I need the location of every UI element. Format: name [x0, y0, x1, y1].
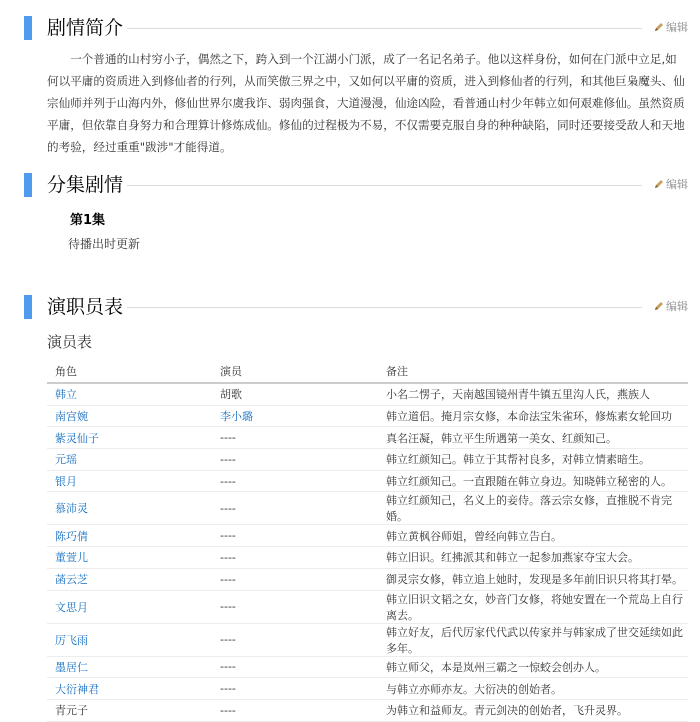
actor-name: ----	[220, 550, 236, 564]
section-marker	[24, 173, 32, 197]
actor-name: ----	[220, 600, 236, 613]
episode-title[interactable]: 第1集	[70, 213, 106, 228]
cell-note: 韩立好友，后代厉家代代武以传家并与韩家成了世交延续如此多年。	[378, 623, 688, 656]
section-divider	[127, 28, 642, 29]
cast-table	[47, 359, 688, 722]
table-row	[47, 427, 688, 449]
cell-note: 韩立旧识文韬之女，妙音门女修，将她安置在一个荒岛上自行离去。	[378, 590, 688, 623]
cell-actor	[212, 449, 378, 471]
role-link[interactable]: 厉飞雨	[55, 633, 88, 647]
actor-name: ----	[220, 452, 236, 466]
table-row	[47, 449, 688, 471]
table-row	[47, 568, 688, 590]
actor-name: ----	[220, 660, 236, 674]
actor-link[interactable]: 李小璐	[220, 410, 253, 424]
section-divider	[127, 185, 642, 186]
cast-table-body	[47, 383, 688, 721]
cell-actor	[212, 699, 378, 721]
edit-label: 编辑	[666, 21, 688, 34]
table-row	[47, 678, 688, 700]
pencil-icon	[654, 22, 664, 32]
cell-actor	[212, 492, 378, 525]
cell-role	[47, 699, 212, 721]
actor-name: ----	[220, 431, 236, 445]
edit-link-synopsis[interactable]	[654, 20, 688, 36]
role-link[interactable]: 银月	[55, 475, 77, 489]
section-title-episodes: 分集剧情	[47, 174, 124, 196]
cell-actor	[212, 405, 378, 427]
cell-actor	[212, 525, 378, 547]
cell-note: 韩立道侣。掩月宗女修，本命法宝朱雀环，修炼素女轮回功	[378, 405, 688, 427]
role-link[interactable]: 大衍神君	[55, 682, 99, 696]
role-link[interactable]: 慕沛灵	[55, 502, 88, 516]
cell-actor	[212, 470, 378, 492]
episode-description: 待播出时更新	[68, 237, 141, 251]
cell-actor	[212, 678, 378, 700]
cast-header	[0, 290, 700, 324]
cell-role	[47, 525, 212, 547]
section-marker	[24, 16, 32, 40]
cell-note: 韩立红颜知己。一直跟随在韩立身边。知晓韩立秘密的人。	[378, 470, 688, 492]
column-header-role: 角色	[47, 359, 212, 383]
cell-role	[47, 492, 212, 525]
role-link[interactable]: 墨居仁	[55, 660, 88, 674]
synopsis-header	[0, 11, 700, 45]
cell-role	[47, 547, 212, 569]
actor-name: 胡歌	[220, 388, 242, 402]
table-header-row	[47, 359, 688, 383]
edit-label: 编辑	[666, 300, 688, 313]
column-header-note: 备注	[378, 359, 688, 383]
role-link[interactable]: 董萱儿	[55, 551, 88, 565]
table-row	[47, 699, 688, 721]
role-link[interactable]: 元瑶	[55, 453, 77, 467]
cell-note: 韩立师父，本是岚州三霸之一惊蛟会创办人。	[378, 656, 688, 678]
actor-name: ----	[220, 572, 236, 586]
role-link[interactable]: 南宫婉	[55, 410, 88, 424]
cell-role	[47, 470, 212, 492]
cell-note: 与韩立亦师亦友。大衍决的创始者。	[378, 678, 688, 700]
cell-role	[47, 427, 212, 449]
cell-role	[47, 383, 212, 405]
episodes-header	[0, 168, 700, 202]
cell-actor	[212, 590, 378, 623]
section-divider	[127, 307, 642, 308]
actor-name: ----	[220, 633, 236, 646]
section-marker	[24, 295, 32, 319]
table-row	[47, 623, 688, 656]
edit-link-episodes[interactable]	[654, 177, 688, 193]
cell-role	[47, 656, 212, 678]
actor-name: ----	[220, 703, 236, 717]
table-row	[47, 470, 688, 492]
section-title-synopsis: 剧情简介	[47, 17, 124, 39]
cell-role	[47, 568, 212, 590]
cell-actor	[212, 547, 378, 569]
cell-role	[47, 590, 212, 623]
cell-role	[47, 405, 212, 427]
table-row	[47, 656, 688, 678]
role-link[interactable]: 菡云芝	[55, 573, 88, 587]
pencil-icon	[654, 301, 664, 311]
edit-link-cast[interactable]	[654, 299, 688, 315]
table-row	[47, 492, 688, 525]
actor-name: ----	[220, 529, 236, 543]
cell-role	[47, 623, 212, 656]
actor-name: ----	[220, 474, 236, 488]
cell-role	[47, 449, 212, 471]
cell-note: 真名汪凝，韩立平生所遇第一美女、红颜知己。	[378, 427, 688, 449]
cell-actor	[212, 656, 378, 678]
role-link[interactable]: 韩立	[55, 388, 77, 402]
cell-role	[47, 678, 212, 700]
edit-label: 编辑	[666, 178, 688, 191]
role-link[interactable]: 紫灵仙子	[55, 431, 99, 445]
cell-note: 韩立黄枫谷师姐，曾经向韩立告白。	[378, 525, 688, 547]
table-row	[47, 525, 688, 547]
actor-name: ----	[220, 501, 236, 515]
cell-note: 韩立红颜知己。韩立于其帮衬良多，对韩立情素暗生。	[378, 449, 688, 471]
cell-actor	[212, 568, 378, 590]
cell-note: 小名二愣子，天南越国镜州青牛镇五里沟人氏，燕族人	[378, 383, 688, 405]
role-link[interactable]: 陈巧倩	[55, 529, 88, 543]
cell-note: 韩立红颜知己，名义上的妾侍。落云宗女修，直推脱不肯完婚。	[378, 492, 688, 525]
pencil-icon	[654, 179, 664, 189]
cell-note: 韩立旧识。红拂派其和韩立一起参加燕家夺宝大会。	[378, 547, 688, 569]
cell-actor	[212, 383, 378, 405]
cell-actor	[212, 427, 378, 449]
cell-note: 御灵宗女修，韩立追上她时，发现是多年前旧识只将其打晕。	[378, 568, 688, 590]
table-row	[47, 405, 688, 427]
synopsis-text: 一个普通的山村穷小子，偶然之下，跨入到一个江湖小门派，成了一名记名弟子。他以这样身份，如何在门派中立足,如何以平庸的资质进入到修仙者的行列，从而笑傲三界之中，又如何以平庸的资质，进入到修仙者的行列，和其他巨枭魔头、仙宗仙师并列于山海内外，修仙世界尔虞我诈、弱肉强食，大道漫漫，仙途凶险，看普通山村少年韩立如何艰难修仙。虽然资质平庸，但依靠自身努力和合理算计修炼成仙。修仙的过程极为不易，不仅需要克服自身的种种缺陷，同时还要接受敌人和天地的考验，经过重重"跋涉"才能得道。	[47, 52, 685, 154]
table-row	[47, 590, 688, 623]
cell-actor	[212, 623, 378, 656]
actor-name: ----	[220, 682, 236, 696]
table-row	[47, 547, 688, 569]
table-row	[47, 383, 688, 405]
cast-table-caption: 演员表	[47, 333, 93, 351]
role-link[interactable]: 文思月	[55, 600, 88, 614]
column-header-actor: 演员	[212, 359, 378, 383]
section-title-cast: 演职员表	[47, 296, 124, 318]
role-name: 青元子	[55, 704, 88, 718]
cell-note: 为韩立和益师友。青元剑决的创始者，飞升灵界。	[378, 699, 688, 721]
